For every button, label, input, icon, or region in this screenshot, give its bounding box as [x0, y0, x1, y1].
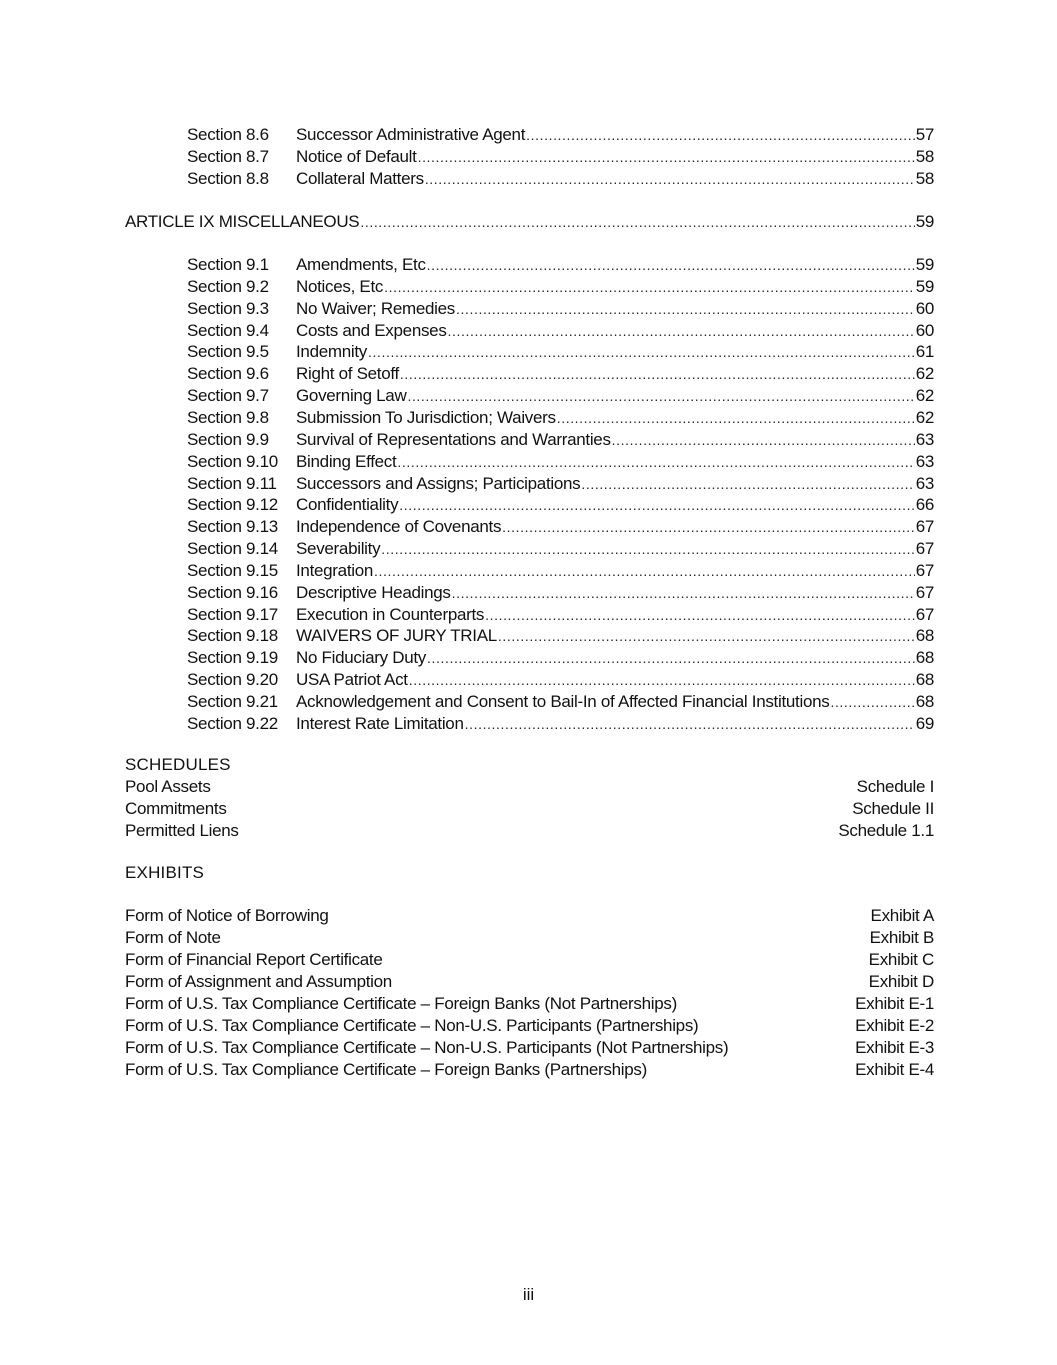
section-number: Section 9.20 [187, 670, 278, 689]
dot-leader [409, 669, 915, 691]
exhibit-title: Form of Note [125, 928, 221, 947]
page-number: 62 [915, 364, 934, 383]
exhibit-title: Form of U.S. Tax Compliance Certificate – Foreign Banks (Partnerships) [125, 1060, 647, 1079]
section-title: Notices, Etc [296, 277, 384, 296]
dot-leader [448, 320, 915, 342]
exhibit-title: Form of U.S. Tax Compliance Certificate – Foreign Banks (Not Partnerships) [125, 994, 677, 1013]
toc-entry-section[interactable] [187, 691, 934, 713]
exhibit-entry[interactable] [125, 927, 934, 949]
section-title: Successor Administrative Agent [296, 125, 526, 144]
section-title: Binding Effect [296, 452, 397, 471]
exhibit-title: Form of Notice of Borrowing [125, 906, 329, 925]
section-number: Section 9.16 [187, 583, 278, 602]
schedule-entry[interactable] [125, 776, 934, 798]
toc-entry-section[interactable] [187, 538, 934, 560]
section-number: Section 9.12 [187, 495, 278, 514]
section-title: Collateral Matters [296, 169, 424, 188]
exhibit-entry[interactable] [125, 949, 934, 971]
dot-leader [427, 647, 915, 669]
page-number: 67 [915, 561, 934, 580]
page-number: 63 [915, 452, 934, 471]
exhibit-ref: Exhibit E-4 [855, 1060, 934, 1079]
dot-leader [384, 276, 915, 298]
toc-entry-section[interactable] [187, 582, 934, 604]
toc-entry-section[interactable] [187, 320, 934, 342]
dot-leader [427, 254, 915, 276]
section-number: Section 9.5 [187, 342, 269, 361]
toc-entry-section[interactable] [187, 473, 934, 495]
toc-entry-article-ix[interactable] [125, 211, 934, 233]
toc-entry-section[interactable] [187, 363, 934, 385]
toc-entry-section[interactable] [187, 647, 934, 669]
section-number: Section 9.8 [187, 408, 269, 427]
exhibit-title: Form of U.S. Tax Compliance Certificate – Non-U.S. Participants (Partnerships) [125, 1016, 699, 1035]
schedule-title: Pool Assets [125, 777, 211, 796]
section-number: Section 9.18 [187, 626, 278, 645]
section-title: Severability [296, 539, 381, 558]
dot-leader [374, 560, 915, 582]
schedule-ref: Schedule I [856, 777, 934, 796]
page-number: 67 [915, 539, 934, 558]
toc-entry-section[interactable] [187, 298, 934, 320]
exhibit-entry[interactable] [125, 1015, 934, 1037]
section-number: Section 9.13 [187, 517, 278, 536]
toc-entry-section[interactable] [187, 254, 934, 276]
section-title: Notice of Default [296, 147, 417, 166]
exhibit-entry[interactable] [125, 993, 934, 1015]
exhibit-title: Form of Financial Report Certificate [125, 950, 383, 969]
section-number: Section 9.3 [187, 299, 269, 318]
exhibit-ref: Exhibit D [868, 972, 934, 991]
exhibit-entry[interactable] [125, 905, 934, 927]
section-number: Section 9.14 [187, 539, 278, 558]
schedule-ref: Schedule 1.1 [838, 821, 934, 840]
article-title: ARTICLE IX MISCELLANEOUS [125, 212, 360, 231]
dot-leader [399, 494, 914, 516]
page-number: 59 [915, 212, 934, 231]
section-number: Section 8.8 [187, 169, 269, 188]
dot-leader [456, 298, 915, 320]
schedule-entry[interactable] [125, 820, 934, 842]
section-number: Section 9.19 [187, 648, 278, 667]
section-title: Execution in Counterparts [296, 605, 485, 624]
dot-leader [360, 211, 914, 233]
section-number: Section 9.7 [187, 386, 269, 405]
schedule-ref: Schedule II [852, 799, 934, 818]
dot-leader [612, 429, 915, 451]
toc-entry-section[interactable] [187, 494, 934, 516]
schedule-title: Permitted Liens [125, 821, 239, 840]
schedule-title: Commitments [125, 799, 227, 818]
section-title: Successors and Assigns; Participations [296, 474, 581, 493]
section-title: Indemnity [296, 342, 368, 361]
toc-entry-section[interactable] [187, 385, 934, 407]
section-title: Descriptive Headings [296, 583, 451, 602]
section-number: Section 8.7 [187, 147, 269, 166]
page-number: 63 [915, 474, 934, 493]
dot-leader [502, 516, 915, 538]
page-number: 57 [915, 125, 934, 144]
dot-leader [418, 146, 915, 168]
exhibit-ref: Exhibit C [868, 950, 934, 969]
dot-leader [557, 407, 915, 429]
section-title: WAIVERS OF JURY TRIAL [296, 626, 497, 645]
dot-leader [526, 124, 915, 146]
section-title: Acknowledgement and Consent to Bail-In of Affected Financial Institutions [296, 692, 830, 711]
section-title: Independence of Covenants [296, 517, 502, 536]
page-number: 68 [915, 648, 934, 667]
section-number: Section 9.11 [187, 474, 277, 493]
toc-entry-section[interactable] [187, 451, 934, 473]
dot-leader [381, 538, 914, 560]
section-number: Section 9.21 [187, 692, 278, 711]
page-number: 68 [915, 670, 934, 689]
toc-entry-section[interactable] [187, 341, 934, 363]
page-number: 63 [915, 430, 934, 449]
dot-leader [830, 691, 914, 713]
section-title: Governing Law [296, 386, 407, 405]
toc-entry-section-8-8[interactable] [187, 168, 934, 190]
dot-leader [400, 363, 915, 385]
page-number: 66 [915, 495, 934, 514]
toc-entry-section[interactable] [187, 276, 934, 298]
toc-entry-section-8-6[interactable] [187, 124, 934, 146]
section-number: Section 9.9 [187, 430, 269, 449]
section-number: Section 9.10 [187, 452, 278, 471]
exhibit-entry[interactable] [125, 1037, 934, 1059]
page-number: 69 [915, 714, 934, 733]
exhibit-ref: Exhibit A [870, 906, 934, 925]
section-title: Integration [296, 561, 374, 580]
toc-entry-section[interactable] [187, 560, 934, 582]
section-title: Amendments, Etc [296, 255, 426, 274]
section-title: Submission To Jurisdiction; Waivers [296, 408, 556, 427]
exhibit-ref: Exhibit B [869, 928, 934, 947]
page-number: 62 [915, 386, 934, 405]
section-title: No Waiver; Remedies [296, 299, 455, 318]
section-number: Section 9.22 [187, 714, 278, 733]
dot-leader [425, 168, 915, 190]
page-number: 67 [915, 583, 934, 602]
section-number: Section 9.15 [187, 561, 278, 580]
exhibit-title: Form of Assignment and Assumption [125, 972, 392, 991]
exhibit-entry[interactable] [125, 971, 934, 993]
section-number: Section 9.1 [187, 255, 269, 274]
page-number: 68 [915, 626, 934, 645]
dot-leader [452, 582, 915, 604]
dot-leader [407, 385, 914, 407]
section-number: Section 8.6 [187, 125, 269, 144]
toc-entry-section[interactable] [187, 604, 934, 626]
toc-entry-section[interactable] [187, 516, 934, 538]
section-title: Survival of Representations and Warranties [296, 430, 611, 449]
section-title: No Fiduciary Duty [296, 648, 426, 667]
page-number: 58 [915, 147, 934, 166]
dot-leader [465, 713, 915, 735]
section-number: Section 9.6 [187, 364, 269, 383]
section-number: Section 9.2 [187, 277, 269, 296]
exhibits-heading: EXHIBITS [125, 863, 205, 882]
page-number: 60 [915, 299, 934, 318]
toc-entry-section[interactable] [187, 407, 934, 429]
section-title: Interest Rate Limitation [296, 714, 464, 733]
footer-page-number: iii [522, 1285, 535, 1304]
page-number: 61 [915, 342, 934, 361]
page-number: 67 [915, 517, 934, 536]
page-number: 59 [915, 277, 934, 296]
page-number: 68 [915, 692, 934, 711]
section-number: Section 9.17 [187, 605, 278, 624]
section-number: Section 9.4 [187, 321, 269, 340]
toc-entry-section-8-7[interactable] [187, 146, 934, 168]
section-title: Confidentiality [296, 495, 399, 514]
dot-leader [581, 473, 914, 495]
page-number: 59 [915, 255, 934, 274]
section-title: Right of Setoff [296, 364, 399, 383]
exhibit-ref: Exhibit E-3 [855, 1038, 934, 1057]
exhibit-entry[interactable] [125, 1059, 934, 1081]
toc-entry-section[interactable] [187, 669, 934, 691]
page-number: 62 [915, 408, 934, 427]
exhibit-title: Form of U.S. Tax Compliance Certificate – Non-U.S. Participants (Not Partnerships) [125, 1038, 729, 1057]
schedule-entry[interactable] [125, 798, 934, 820]
page-number: 58 [915, 169, 934, 188]
toc-entry-section[interactable] [187, 625, 934, 647]
toc-entry-section[interactable] [187, 713, 934, 735]
page-number: 67 [915, 605, 934, 624]
page-number: 60 [915, 321, 934, 340]
dot-leader [397, 451, 914, 473]
toc-entry-section[interactable] [187, 429, 934, 451]
schedules-heading: SCHEDULES [125, 755, 231, 774]
dot-leader [485, 604, 915, 626]
exhibit-ref: Exhibit E-2 [855, 1016, 934, 1035]
exhibit-ref: Exhibit E-1 [855, 994, 934, 1013]
section-title: Costs and Expenses [296, 321, 447, 340]
dot-leader [368, 341, 915, 363]
section-title: USA Patriot Act [296, 670, 408, 689]
dot-leader [498, 625, 915, 647]
